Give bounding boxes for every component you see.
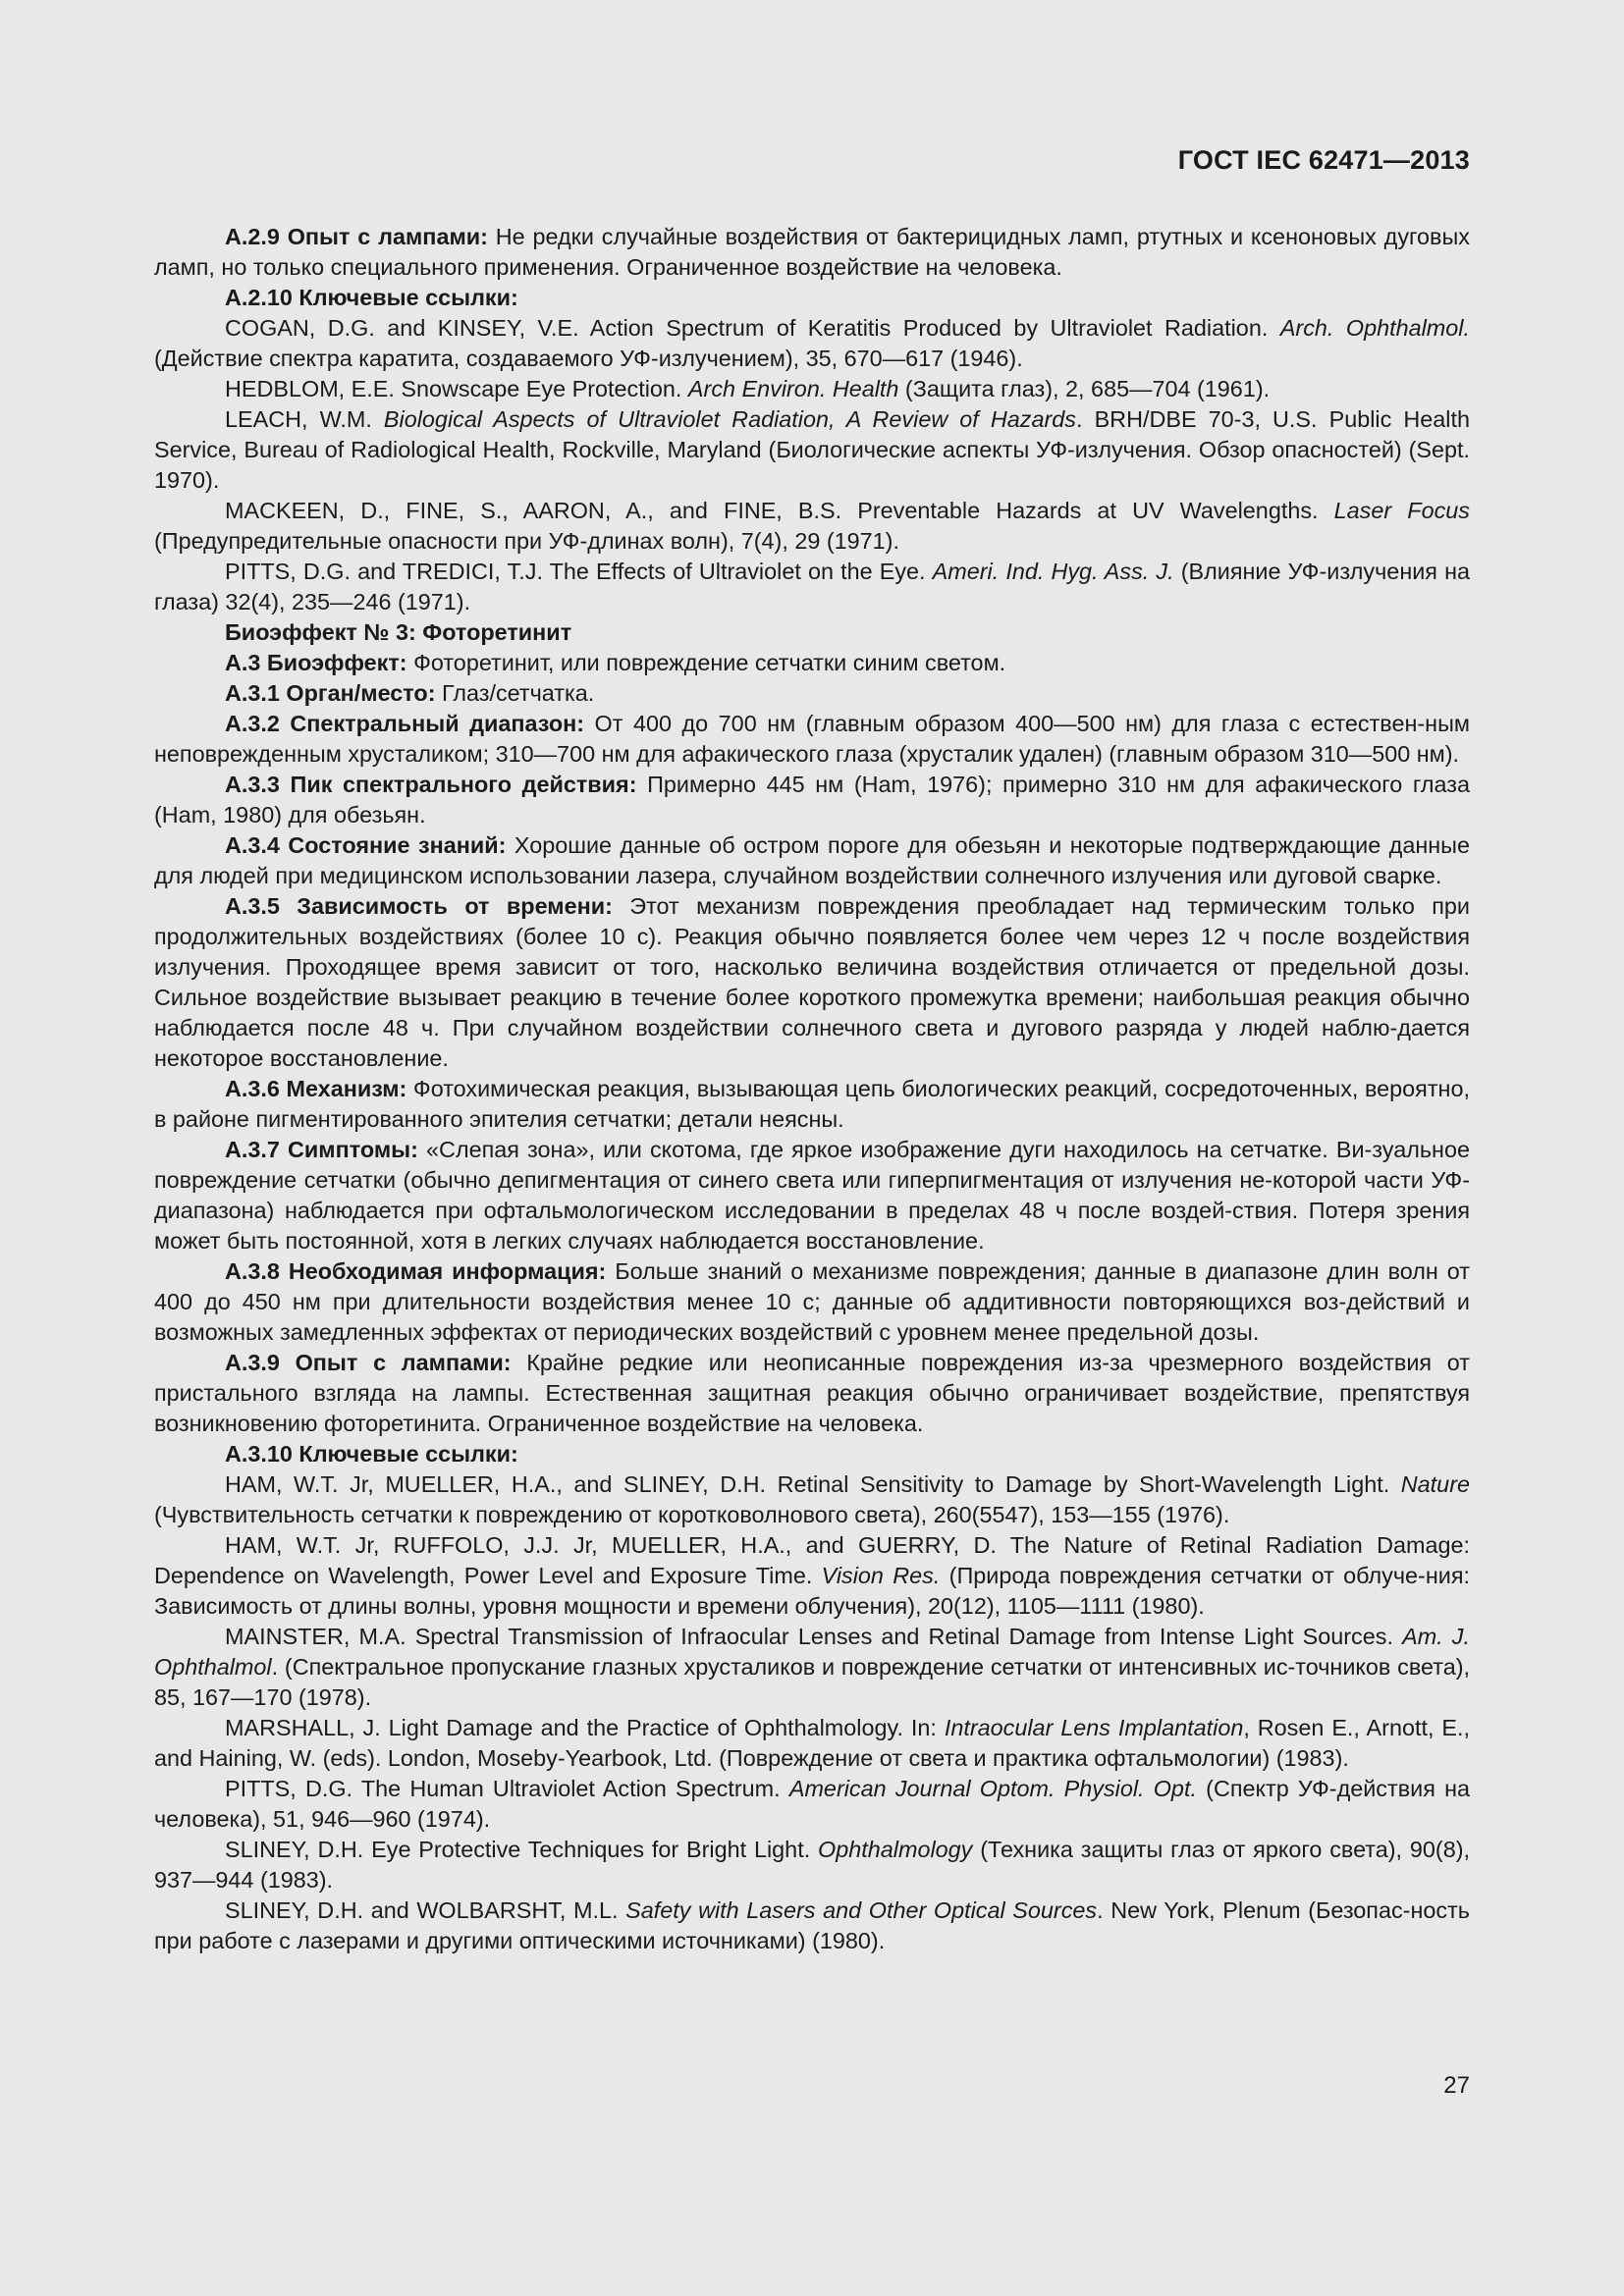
italic-text: Arch Environ. Health [687,376,899,401]
paragraph [154,1348,1470,1439]
text: Фотохимическая реакция, вызывающая цепь биологических реакций, сосредоточенных, вероятно, в районе пигментированного эпителия сетчатки; детали неясны. [154,1076,1470,1132]
text: SLINEY, D.H. and WOLBARSHT, M.L. [225,1897,626,1923]
document-header [154,145,1470,176]
bold-text: A.3.4 Состояние знаний: [225,832,507,858]
text: SLINEY, D.H. Eye Protective Techniques for Bright Light. [225,1837,819,1862]
text: Не редки случайные воздействия от бактерицидных ламп, ртутных и ксеноновых дуговых ламп, но только специального применения. Ограниченное воздействие на человека. [154,224,1470,280]
bold-text: A.3.1 Орган/место: [225,680,436,706]
bold-text: A.3.7 Симптомы: [225,1137,418,1162]
paragraph [154,1469,1470,1530]
text: HAM, W.T. Jr, MUELLER, H.A., and SLINEY, D.H. Retinal Sensitivity to Damage by Short-Wavelength Light. [225,1471,1401,1497]
text: PITTS, D.G. The Human Ultraviolet Action Spectrum. [225,1776,789,1801]
italic-text: Nature [1400,1471,1470,1497]
italic-text: Laser Focus [1333,498,1470,523]
paragraph [154,1896,1470,1956]
text: (Предупредительные опасности при УФ-длинах волн), 7(4), 29 (1971). [154,528,899,554]
paragraph [154,1439,1470,1469]
text: (Влияние УФ-излучения на глаза) 32(4), 235—246 (1971). [154,559,1471,614]
bold-text: A.2.10 Ключевые ссылки: [225,285,518,310]
paragraph [154,709,1470,770]
text: HAM, W.T. Jr, RUFFOLO, J.J. Jr, MUELLER, H.A., and GUERRY, D. The Nature of Retinal Radiation Damage: Dependence on Wavelength, Power Level and Exposure Time. [154,1532,1470,1588]
text: Этот механизм повреждения преобладает над термическим только при продолжительных воздействиях (более 10 с). Реакция обычно появляется более чем через 12 ч после воздействия излучения. Проходящее время зависит от того, насколько величина воздействия отличается от предельной дозы. Сильное воздействие вызывает реакцию в течение более короткого промежутка времени; наибольшая реакция обычно наблюдается после 48 ч. При случайном воздействии солнечного света и дугового разряда у людей наблю-дается некоторое восстановление. [154,893,1470,1071]
text: Хорошие данные об остром пороге для обезьян и некоторые подтверждающие данные для людей при медицинском использовании лазера, случайном воздействии солнечного излучения или дуговой сварке. [154,832,1470,888]
paragraph [154,496,1470,557]
paragraph [154,313,1470,374]
bold-text: A.3.8 Необходимая информация: [225,1258,607,1284]
paragraph [154,1256,1470,1348]
text: Примерно 445 нм (Ham, 1976); примерно 310 нм для афакического глаза (Ham, 1980) для обезьян. [154,772,1470,828]
paragraph [154,891,1470,1074]
text: Крайне редкие или неописанные повреждения из-за чрезмерного воздействия от пристального взгляда на лампы. Естественная защитная реакция обычно ограничивает воздействие, препятствуя возникновению фоторетинита. Ограниченное воздействие на человека. [154,1350,1470,1436]
bold-text: A.3.2 Спектральный диапазон: [225,711,585,736]
paragraph [154,1074,1470,1135]
text: Больше знаний о механизме повреждения; данные в диапазоне длин волн от 400 до 450 нм при длительности воздействия менее 10 с; данные об аддитивности повторяющихся воз-действий и возможных замедленных эффектах от периодических воздействий с уровнем менее предельной дозы. [154,1258,1470,1345]
text: MARSHALL, J. Light Damage and the Practice of Ophthalmology. In: [225,1715,945,1740]
text: PITTS, D.G. and TREDICI, T.J. The Effects of Ultraviolet on the Eye. [225,559,933,584]
bold-text: A.3.6 Механизм: [225,1076,407,1101]
italic-text: Ameri. Ind. Hyg. Ass. J. [932,559,1174,584]
text: (Природа повреждения сетчатки от облуче-ния: Зависимость от длины волны, уровня мощности и времени облучения), 20(12), 1105—1111 (1980). [154,1563,1470,1619]
paragraph [154,1774,1470,1835]
text: . BRH/DBE 70-3, U.S. Public Health Service, Bureau of Radiological Health, Rockville, Maryland (Биологические аспекты УФ-излучения. Обзор опасностей) (Sept. 1970). [154,406,1470,493]
text: (Действие спектра каратита, создаваемого УФ-излучением), 35, 670—617 (1946). [154,346,1023,371]
italic-text: American Journal Optom. Physiol. Opt. [788,1776,1197,1801]
paragraph [154,1135,1470,1256]
italic-text: Arch. Ophthalmol. [1279,315,1470,341]
page-number: 27 [1443,2072,1470,2099]
paragraph [154,222,1470,283]
text: (Защита глаз), 2, 685—704 (1961). [898,376,1271,401]
bold-text: Биоэффект № 3: Фоторетинит [225,619,572,645]
italic-text: Biological Aspects of Ultraviolet Radiation, A Review of Hazards [383,406,1076,432]
text: (Спектр УФ-действия на человека), 51, 946—960 (1974). [154,1776,1470,1832]
paragraph [154,374,1470,404]
text: От 400 до 700 нм (главным образом 400—500 нм) для глаза с естествен-ным неповрежденным хрусталиком; 310—700 нм для афакического глаза (хрусталик удален) (главным образом 310—500 нм). [154,711,1470,767]
italic-text: Ophthalmology [818,1837,973,1862]
paragraph [154,557,1470,617]
text: COGAN, D.G. and KINSEY, V.E. Action Spectrum of Keratitis Produced by Ultraviolet Radiation. [225,315,1280,341]
text: MACKEEN, D., FINE, S., AARON, A., and FINE, B.S. Preventable Hazards at UV Wavelengths. [225,498,1334,523]
bold-text: A.3.10 Ключевые ссылки: [225,1441,518,1467]
text: . New York, Plenum (Безопас-ность при работе с лазерами и другими оптическими источниками) (1980). [154,1897,1470,1953]
paragraph [154,1622,1470,1713]
italic-text: Safety with Lasers and Other Optical Sources [625,1897,1098,1923]
paragraph [154,1713,1470,1774]
document-body [154,222,1470,1956]
text: Фоторетинит, или повреждение сетчатки синим светом. [406,650,1006,675]
paragraph [154,648,1470,678]
bold-text: A.2.9 Опыт с лампами: [225,224,488,249]
paragraph [154,404,1470,496]
bold-text: A.3.9 Опыт с лампами: [225,1350,512,1375]
bold-text: A.3 Биоэффект: [225,650,407,675]
text: (Чувствительность сетчатки к повреждению от коротковолнового света), 260(5547), 153—155 (1976). [154,1502,1230,1527]
paragraph [154,283,1470,313]
text: , Rosen E., Arnott, E., and Haining, W. (eds). London, Moseby-Yearbook, Ltd. (Повреждение от света и практика офтальмологии) (1983). [154,1715,1470,1771]
paragraph [154,617,1470,648]
text: MAINSTER, M.A. Spectral Transmission of Infraocular Lenses and Retinal Damage from Intense Light Sources. [225,1624,1403,1649]
paragraph [154,678,1470,709]
paragraph [154,830,1470,891]
paragraph [154,770,1470,830]
paragraph [154,1835,1470,1896]
bold-text: A.3.3 Пик спектрального действия: [225,772,637,797]
text: LEACH, W.M. [225,406,384,432]
standard-designation: ГОСТ IEC 62471—2013 [1177,145,1470,175]
paragraph [154,1530,1470,1622]
text: Глаз/сетчатка. [435,680,595,706]
text: . (Спектральное пропускание глазных хрусталиков и повреждение сетчатки от интенсивных ис-точников света), 85, 167—170 (1978). [154,1654,1470,1710]
italic-text: Am. J. Ophthalmol [154,1624,1471,1680]
text: HEDBLOM, E.E. Snowscape Eye Protection. [225,376,688,401]
text: «Слепая зона», или скотома, где яркое изображение дуги находилось на сетчатке. Ви-зуальное повреждение сетчатки (обычно депигментация от синего света или гиперпигментация от излучения не-которой части УФ-диапазона) наблюдается при офтальмологическом исследовании в пределах 48 ч после воздей-ствия. Потеря зрения может быть постоянной, хотя в легких случаях наблюдается восстановление. [154,1137,1470,1254]
italic-text: Intraocular Lens Implantation [944,1715,1244,1740]
text: (Техника защиты глаз от яркого света), 90(8), 937—944 (1983). [154,1837,1470,1893]
bold-text: A.3.5 Зависимость от времени: [225,893,613,919]
italic-text: Vision Res. [821,1563,941,1588]
